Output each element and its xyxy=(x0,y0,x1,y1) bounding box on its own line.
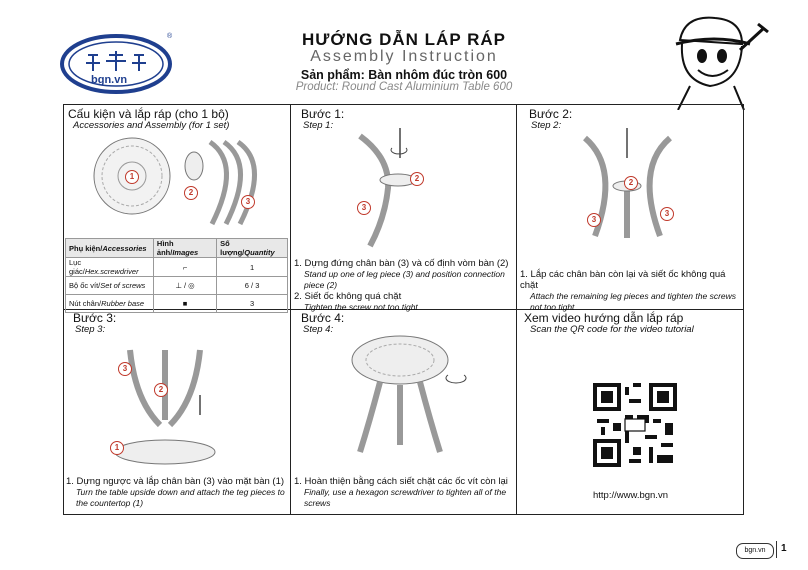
hex-key-icon: ⌐ xyxy=(182,262,188,272)
logo-text: bgn.vn xyxy=(91,74,128,86)
step1-badge-3: 3 xyxy=(357,201,371,215)
step1-title: Bước 1: xyxy=(301,107,345,121)
video-subtitle: Scan the QR code for the video tutorial xyxy=(530,324,694,335)
table-row: Bộ ốc vít/Set of screws ⊥ / ◎ 6 / 3 xyxy=(66,277,288,295)
step2-badge-3b: 3 xyxy=(660,207,674,221)
step4-title: Bước 4: xyxy=(301,311,345,325)
step3-subtitle: Step 3: xyxy=(75,324,106,335)
step1-illustration xyxy=(340,128,440,253)
qr-code[interactable] xyxy=(593,383,677,467)
step3-badge-3: 3 xyxy=(118,362,132,376)
part-badge-2: 2 xyxy=(184,186,198,200)
accessories-subtitle: Accessories and Assembly (for 1 set) xyxy=(73,120,230,131)
step4-instructions: 1. Hoàn thiện bằng cách siết chặt các ốc vít còn lại Finally, use a hexagon screwdriver to tighten all of the screws xyxy=(294,476,508,508)
step2-subtitle: Step 2: xyxy=(531,120,562,131)
part-badge-3: 3 xyxy=(241,195,255,209)
registered-mark: ® xyxy=(167,33,173,40)
page-subtitle: Assembly Instruction xyxy=(310,48,498,65)
col-header-accessories: Phụ kiện/Accessories xyxy=(66,239,154,258)
step4-subtitle: Step 4: xyxy=(303,324,334,335)
table-row: Nút chân/Rubber base ■ 3 xyxy=(66,295,288,313)
col-header-images: Hình ảnh/Images xyxy=(153,239,216,258)
page-number: 1 xyxy=(781,543,787,554)
accessories-title: Cấu kiện và lắp ráp (cho 1 bộ) xyxy=(68,107,229,121)
step2-instructions: 1. Lắp các chân bàn còn lại và siết ốc không quá chặt Attach the remaining leg pieces and tighten the screws not too tight xyxy=(520,269,737,312)
product-name: Sản phẩm: Bàn nhôm đúc tròn 600 xyxy=(300,68,508,82)
parts-table xyxy=(65,238,288,313)
step2-badge-2: 2 xyxy=(624,176,638,190)
footer-logo: bgn.vn xyxy=(736,543,774,559)
product-name-en: Product: Round Cast Aluminium Table 600 xyxy=(295,81,513,93)
step1-instructions: 1. Dựng đứng chân bàn (3) và cố định vòm bàn (2) Stand up one of leg piece (3) and position connection piece (2) 2. Siết ốc không quá chặt Tighten the screw not too tight xyxy=(294,258,509,312)
screw-icon: ⊥ / ◎ xyxy=(175,281,195,290)
part-badge-1: 1 xyxy=(125,170,139,184)
step3-instructions: 1. Dựng ngược và lắp chân bàn (3) vào mặt bàn (1) Turn the table upside down and attach the teg pieces to the countertop (1) xyxy=(66,476,285,508)
col-header-quantity: Số lượng/Quantity xyxy=(217,239,288,258)
step4-illustration xyxy=(340,330,470,460)
page-title: HƯỚNG DẪN LÁP RÁP xyxy=(302,30,506,49)
step2-title: Bước 2: xyxy=(529,107,573,121)
video-title: Xem video hướng dẫn lắp ráp xyxy=(524,311,684,325)
step3-badge-1: 1 xyxy=(110,441,124,455)
step3-badge-2: 2 xyxy=(154,383,168,397)
mascot-illustration xyxy=(660,10,770,110)
step2-badge-3a: 3 xyxy=(587,213,601,227)
step1-badge-2: 2 xyxy=(410,172,424,186)
website-link[interactable]: http://www.bgn.vn xyxy=(593,490,668,501)
footer-divider xyxy=(776,541,777,558)
step1-subtitle: Step 1: xyxy=(303,120,334,131)
parts-illustration xyxy=(92,134,272,234)
step3-title: Bước 3: xyxy=(73,311,117,325)
table-row: Lục giác/Hex.screwdriver ⌐ 1 xyxy=(66,258,288,277)
rubber-base-icon: ■ xyxy=(182,299,188,308)
